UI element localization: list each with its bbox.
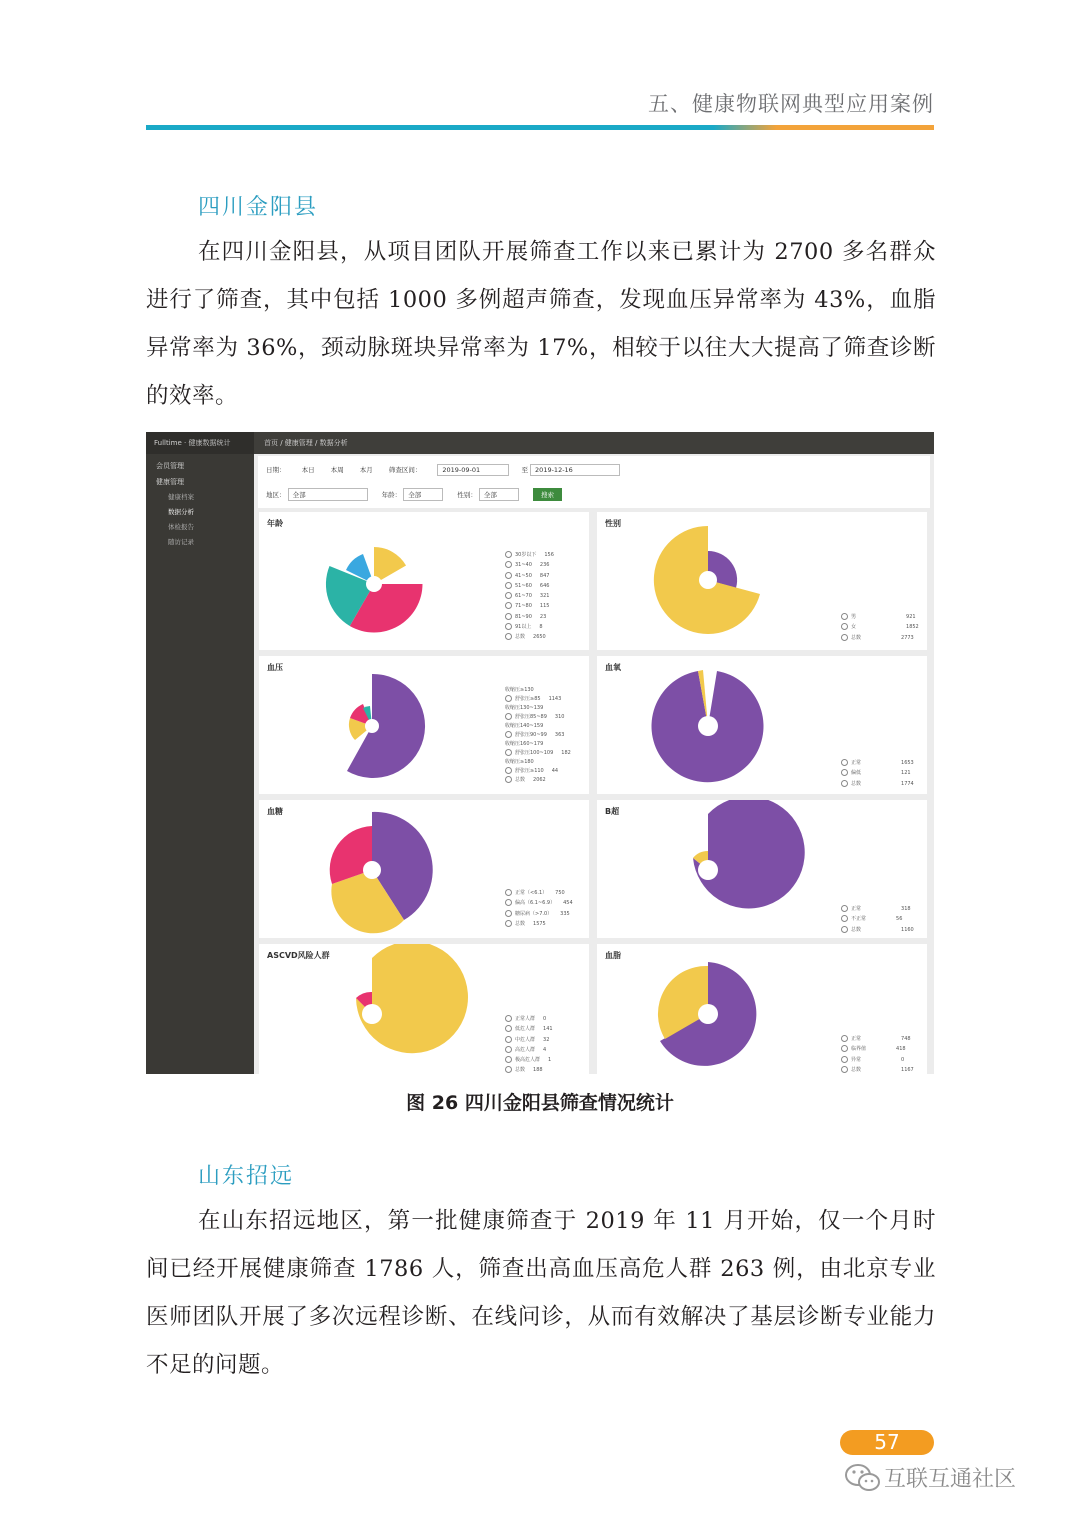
- page-number: 57: [840, 1430, 934, 1455]
- legend-item: 女 1852: [841, 622, 919, 632]
- legend-item: 总数 1575: [505, 919, 573, 929]
- panel-blood-sugar: [259, 800, 589, 938]
- legend-item: 收缩压140~159: [505, 723, 544, 729]
- legend-blood-oxygen: [841, 758, 914, 789]
- panel-ascvd: [259, 944, 589, 1074]
- legend-blood-pressure: [505, 686, 571, 785]
- date-to-input[interactable]: 2019-12-16: [530, 464, 620, 476]
- search-button[interactable]: 搜索: [533, 488, 562, 501]
- legend-item: 收缩压160~179: [505, 741, 544, 747]
- legend-item: 偏低 121: [841, 768, 914, 778]
- legend-item: 舒张压85~89 310: [505, 713, 571, 722]
- legend-blood-sugar: [505, 888, 573, 929]
- legend-item: 极高危人群 1: [505, 1055, 553, 1065]
- legend-item: 高危人群 4: [505, 1045, 553, 1055]
- nav-item-health[interactable]: 健康管理: [156, 478, 184, 486]
- legend-item: 舒张压100~109 182: [505, 749, 571, 758]
- age-select[interactable]: 全部: [403, 488, 443, 501]
- subnav-item-followup[interactable]: 随访记录: [168, 538, 194, 546]
- region-label: 地区：: [266, 491, 286, 499]
- paragraph-shandong: 在山东招远地区，第一批健康筛查于 2019 年 11 月开始，仅一个月时间已经开展健康筛查 1786 人，筛查出高血压高危人群 263 例，由北京专业医师团队开展了多次远程诊断、在线问诊，从而有效解决了基层诊断专业能力不足的问题。: [146, 1208, 936, 1378]
- legend-item: 低危人群 141: [505, 1024, 553, 1034]
- legend-item: 总数 2062: [505, 776, 571, 785]
- legend-item: 51~60 646: [505, 581, 554, 591]
- panel-blood-pressure: [259, 656, 589, 794]
- legend-item: 31~40 236: [505, 560, 554, 570]
- legend-item: 中危人群 32: [505, 1035, 553, 1045]
- legend-age: [505, 550, 554, 643]
- panel-title-ultrasound: B超: [605, 807, 620, 816]
- legend-item: 30岁以下 156: [505, 550, 554, 560]
- section-heading-shandong: 山东招远: [198, 1164, 295, 1189]
- legend-item: 舒张压≥110 44: [505, 767, 571, 776]
- age-label: 年龄：: [381, 491, 402, 499]
- wechat-icon: [843, 1460, 883, 1496]
- panel-title-gender: 性别: [605, 519, 621, 528]
- legend-item: 61~70 321: [505, 591, 554, 601]
- legend-item: 舒张压90~99 363: [505, 731, 571, 740]
- gender-label: 性别：: [457, 491, 477, 499]
- legend-item: 舒张压≥85 1143: [505, 695, 571, 704]
- figure-caption: 图 26 四川金阳县筛查情况统计: [406, 1092, 674, 1114]
- legend-item: 异常 0: [841, 1055, 914, 1065]
- panel-blood-oxygen: [597, 656, 927, 794]
- range-week[interactable]: 本周: [330, 466, 344, 474]
- panel-title-blood-pressure: 血压: [267, 663, 283, 672]
- range-today[interactable]: 本日: [301, 466, 315, 474]
- watermark-text: 互联互通社区: [884, 1467, 1017, 1492]
- paragraph-sichuan: 在四川金阳县，从项目团队开展筛查工作以来已累计为 2700 多名群众进行了筛查，其中包括 1000 多例超声筛查，发现血压异常率为 43%，血脂异常率为 36%，颈动脉斑块异常率为 17%，相较于以往大大提高了筛查诊断的效率。: [146, 239, 936, 409]
- panel-blood-lipid: [597, 944, 927, 1074]
- legend-ascvd: [505, 1014, 553, 1074]
- filter-bar: [258, 456, 930, 508]
- legend-item: 总数 2650: [505, 632, 554, 642]
- app-brand: Fulltime · 健康数据统计: [146, 432, 254, 454]
- legend-item: 不正常 56: [841, 914, 914, 924]
- legend-item: 总数 1167: [841, 1065, 914, 1074]
- running-header: 五、健康物联网典型应用案例: [648, 92, 934, 116]
- legend-item: 偏高（6.1~6.9） 454: [505, 898, 573, 908]
- panel-title-blood-oxygen: 血氧: [605, 663, 621, 672]
- subnav-item-analysis[interactable]: 数据分析: [168, 508, 194, 516]
- panel-ultrasound: [597, 800, 927, 938]
- subnav-item-records[interactable]: 健康档案: [168, 493, 194, 501]
- legend-item: 正常 748: [841, 1034, 914, 1044]
- panel-title-blood-lipid: 血脂: [605, 951, 621, 960]
- legend-item: 正常人群 0: [505, 1014, 553, 1024]
- legend-item: 正常（<6.1） 750: [505, 888, 573, 898]
- legend-blood-lipid: [841, 1034, 914, 1074]
- legend-item: 41~50 847: [505, 571, 554, 581]
- breadcrumb: 首页 / 健康管理 / 数据分析: [254, 432, 934, 454]
- gender-select[interactable]: 全部: [479, 488, 519, 501]
- header-rule: [146, 125, 934, 130]
- figure-screenshot: [146, 432, 934, 1074]
- date-label: 日期：: [266, 466, 286, 474]
- region-select[interactable]: 全部: [288, 488, 368, 501]
- legend-gender: [841, 612, 919, 643]
- legend-item: 总数 188: [505, 1065, 553, 1074]
- panel-title-ascvd: ASCVD风险人群: [267, 951, 330, 960]
- panel-gender: [597, 512, 927, 650]
- legend-item: 71~80 115: [505, 601, 554, 611]
- legend-item: 正常 1653: [841, 758, 914, 768]
- range-month[interactable]: 本月: [359, 466, 373, 474]
- date-from-input[interactable]: 2019-09-01: [437, 464, 509, 476]
- range-label: 筛查区间：: [388, 466, 422, 474]
- panel-age: [259, 512, 589, 650]
- legend-item: 糖尿病（>7.0） 335: [505, 909, 573, 919]
- date-to-label: 至: [521, 466, 528, 474]
- legend-item: 男 921: [841, 612, 919, 622]
- subnav-item-reports[interactable]: 体检报告: [168, 523, 194, 531]
- legend-item: 临界值 418: [841, 1044, 914, 1054]
- app-sidebar: [146, 432, 254, 1074]
- legend-item: 总数 1160: [841, 925, 914, 935]
- panel-title-age: 年龄: [267, 519, 283, 528]
- legend-item: 总数 2773: [841, 633, 919, 643]
- legend-item: 总数 1774: [841, 779, 914, 789]
- legend-item: 收缩压≥130: [505, 687, 534, 693]
- panel-title-blood-sugar: 血糖: [267, 807, 283, 816]
- legend-item: 收缩压130~139: [505, 705, 544, 711]
- legend-item: 收缩压≥180: [505, 759, 534, 765]
- legend-item: 正常 318: [841, 904, 914, 914]
- legend-ultrasound: [841, 904, 914, 935]
- legend-item: 81~90 23: [505, 612, 554, 622]
- nav-item-members[interactable]: 会员管理: [156, 462, 184, 470]
- legend-item: 91以上 8: [505, 622, 554, 632]
- section-heading-sichuan: 四川金阳县: [198, 195, 319, 220]
